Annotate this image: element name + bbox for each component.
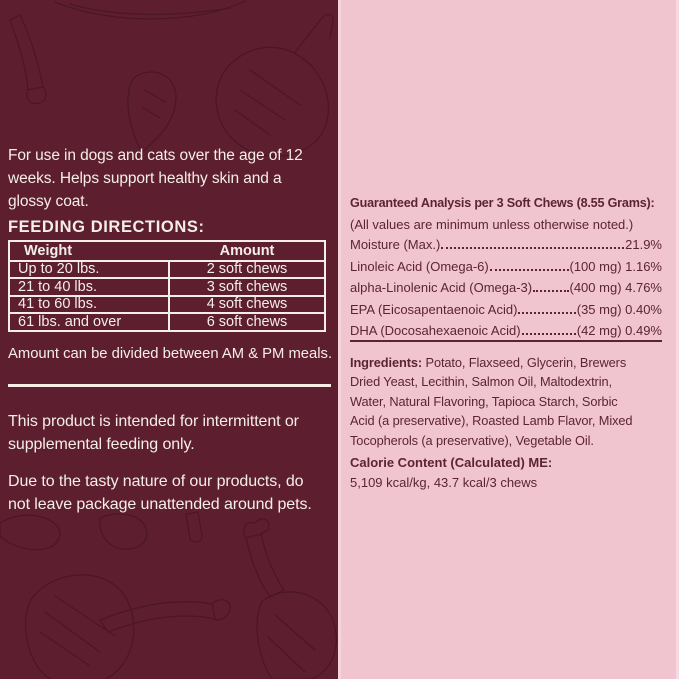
weight-cell: 61 lbs. and over <box>10 314 170 330</box>
amount-cell: 3 soft chews <box>206 278 288 295</box>
feeding-table-row <box>10 260 324 278</box>
dotted-leader <box>490 269 569 271</box>
usage-intro-text <box>8 144 303 213</box>
ingredients-line: Dried Yeast, Lecithin, Salmon Oil, Maltodextrin, <box>350 374 612 390</box>
weight-cell: 21 to 40 lbs. <box>10 279 170 295</box>
guaranteed-analysis-heading: Guaranteed Analysis per 3 Soft Chews (8.55 Grams): <box>350 196 655 210</box>
note-line: Due to the tasty nature of our products, do <box>8 473 304 490</box>
ingredients-divider <box>350 340 662 342</box>
amount-cell: 2 soft chews <box>206 261 288 278</box>
note-line: not leave package unattended around pets. <box>8 496 312 513</box>
section-divider <box>8 384 331 387</box>
calorie-content-value: 5,109 kcal/kg, 43.7 kcal/3 chews <box>350 475 538 490</box>
analysis-label: Moisture (Max.) <box>350 237 441 252</box>
intro-line: weeks. Helps support healthy skin and a <box>8 170 282 187</box>
lamb-chops-illustration <box>0 0 338 679</box>
analysis-value: 21.9% <box>625 237 662 252</box>
note-line: supplemental feeding only. <box>8 436 195 453</box>
dotted-leader <box>518 312 575 314</box>
ingredients-text: Potato, Flaxseed, Glycerin, Brewers <box>422 355 627 370</box>
feeding-table-header-row <box>10 242 324 260</box>
ingredients-label: Ingredients: <box>350 355 423 370</box>
weight-header: Weight <box>24 242 73 259</box>
analysis-row <box>350 237 662 259</box>
feeding-table-row <box>10 312 324 330</box>
weight-cell: Up to 20 lbs. <box>10 262 170 278</box>
analysis-value: (400 mg) 4.76% <box>569 280 662 295</box>
analysis-row <box>350 259 662 281</box>
ingredients-paragraph <box>350 353 632 450</box>
dotted-leader <box>533 290 568 292</box>
package-caution-note <box>8 470 312 516</box>
note-line: This product is intended for intermittent or <box>8 413 299 430</box>
analysis-row <box>350 302 662 324</box>
feeding-table <box>8 240 326 332</box>
intermittent-feeding-note <box>8 410 299 456</box>
amount-cell: 4 soft chews <box>206 296 288 313</box>
ingredients-line: Water, Natural Flavoring, Tapioca Starch, Sorbic <box>350 393 618 409</box>
analysis-value: (35 mg) 0.40% <box>576 301 662 317</box>
amount-header: Amount <box>219 242 275 259</box>
ingredients-line: Acid (a preservative), Roasted Lamb Flavor, Mixed <box>350 413 633 429</box>
feeding-table-row <box>10 277 324 295</box>
feeding-directions-heading: FEEDING DIRECTIONS: <box>8 218 205 236</box>
amount-split-note: Amount can be divided between AM & PM meals. <box>8 346 333 362</box>
analysis-row <box>350 280 662 302</box>
dotted-leader <box>441 247 624 249</box>
ingredients-line: Tocopherols (a preservative), Vegetable Oil. <box>350 432 594 448</box>
analysis-value: (42 mg) 0.49% <box>576 323 662 338</box>
analysis-label: DHA (Docosahexaenoic Acid) <box>350 323 521 338</box>
calorie-content-heading: Calorie Content (Calculated) ME: <box>350 455 553 470</box>
guaranteed-analysis-note: (All values are minimum unless otherwise noted.) <box>350 217 634 232</box>
intro-line: For use in dogs and cats over the age of 12 <box>8 147 303 164</box>
ingredients-line <box>350 353 632 372</box>
analysis-value: (100 mg) 1.16% <box>569 258 662 274</box>
intro-line: glossy coat. <box>8 193 89 210</box>
panel-seam-highlight <box>338 0 341 679</box>
amount-cell: 6 soft chews <box>206 313 288 330</box>
analysis-label: EPA (Eicosapentaenoic Acid) <box>350 301 518 317</box>
dotted-leader <box>522 333 576 335</box>
weight-cell: 41 to 60 lbs. <box>10 297 170 313</box>
feeding-table-row <box>10 295 324 313</box>
analysis-label: Linoleic Acid (Omega-6) <box>350 258 489 274</box>
guaranteed-analysis-panel <box>338 0 679 679</box>
analysis-label: alpha-Linolenic Acid (Omega-3) <box>350 280 533 295</box>
guaranteed-analysis-rows <box>350 237 662 345</box>
feeding-directions-panel <box>0 0 338 679</box>
